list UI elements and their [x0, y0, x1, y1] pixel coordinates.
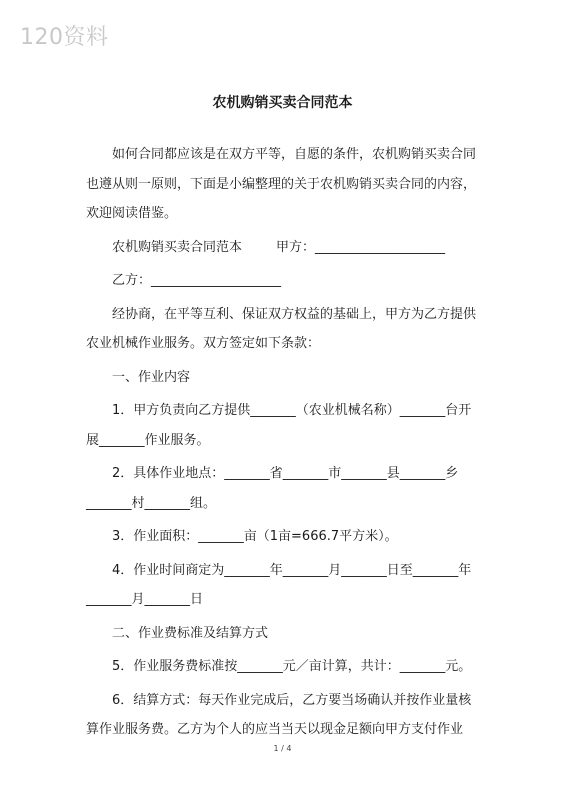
clause-1: 1．甲方负责向乙方提供_______（农业机械名称）_______台开展_______作业服务。 — [86, 403, 472, 448]
contract-title-line: 农机购销买卖合同范本 — [112, 239, 243, 255]
clause-4: 4．作业时间商定为_______年_______月_______日至_______年_______月_______日 — [86, 562, 472, 607]
intro-paragraph: 如何合同都应该是在双方平等，自愿的条件，农机购销买卖合同也遵从则一原则，下面是小编整理的关于农机购销买卖合同的内容，欢迎阅读借鉴。 — [86, 147, 477, 221]
contract-header-line — [86, 233, 481, 263]
party-a-line: 甲方：____________________ — [276, 239, 446, 255]
section-2-title: 二、作业费标准及结算方式 — [112, 625, 269, 641]
party-b-line: 乙方：____________________ — [112, 273, 282, 288]
clause-6: 6．结算方式：每天作业完成后，乙方要当场确认并按作业量核算作业服务费。乙方为个人的应当当天以现金足额向甲方支付作业 — [86, 692, 472, 737]
page-number: 1 / 4 — [273, 744, 292, 753]
clause-3: 3．作业面积：_______亩（1亩=666.7平方米）。 — [112, 529, 398, 544]
document-body — [86, 140, 481, 745]
watermark: 120资料 — [20, 25, 109, 50]
section-1-title: 一、作业内容 — [112, 369, 191, 385]
preamble-paragraph: 经协商，在平等互利、保证双方权益的基础上，甲方为乙方提供农业机械作业服务。双方签定如下条款： — [86, 306, 477, 351]
document-title: 农机购销买卖合同范本 — [212, 95, 353, 111]
clause-5: 5．作业服务费标准按_______元／亩计算，共计：_______元。 — [112, 659, 472, 674]
clause-2: 2．具体作业地点：_______省_______市_______县_______乡_______村_______组。 — [86, 466, 459, 511]
